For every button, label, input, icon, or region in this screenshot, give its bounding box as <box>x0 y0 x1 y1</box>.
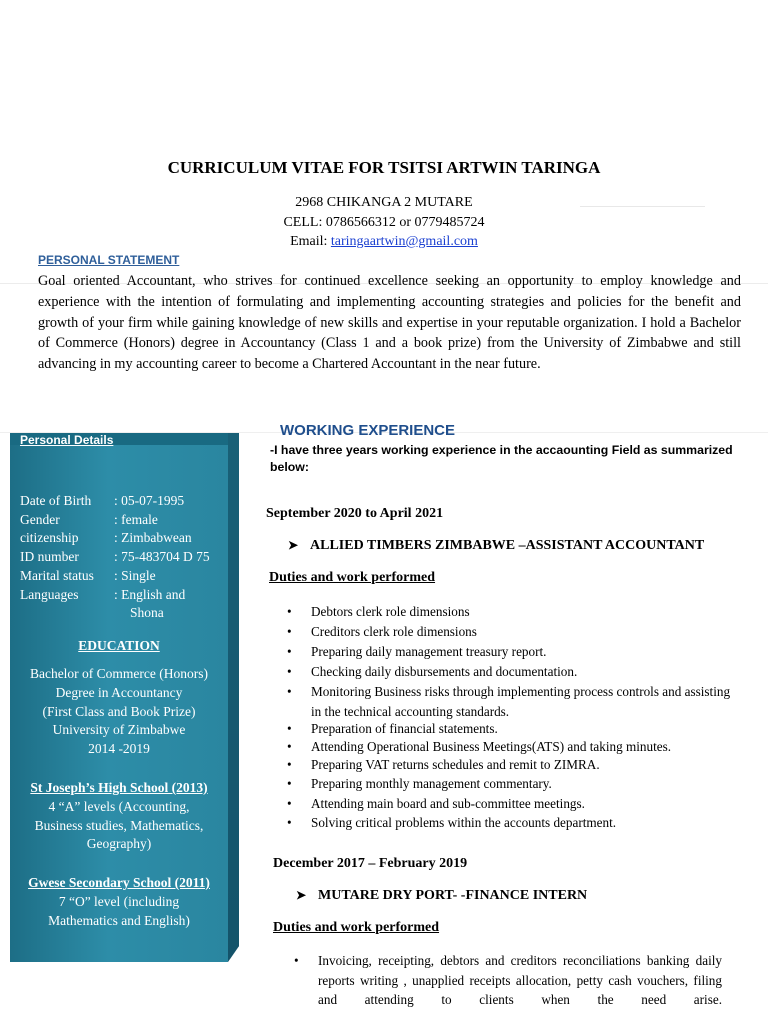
secondary-school-line: Mathematics and English) <box>48 912 190 928</box>
detail-label: Date of Birth <box>20 493 92 508</box>
arrow-bullet-icon: ➤ <box>296 888 307 902</box>
arrow-bullet-icon: ➤ <box>288 538 299 552</box>
list-item: • Creditors clerk role dimensions <box>311 622 731 642</box>
degree-line: Bachelor of Commerce (Honors) <box>29 666 209 681</box>
working-experience-intro: -I have three years working experience in the accaounting Field as summarized below: <box>270 443 733 474</box>
degree-line: Degree in Accountancy <box>55 684 183 700</box>
address: 2968 CHIKANGA 2 MUTARE <box>295 195 473 210</box>
divider <box>580 206 705 207</box>
duties-heading: Duties and work performed <box>273 920 440 935</box>
list-item: • Monitoring Business risks through implementing process controls and assisting in the technical accounting standards. <box>311 682 731 721</box>
detail-row <box>20 511 225 530</box>
detail-value: : female <box>114 511 158 527</box>
duties-list <box>318 951 722 1010</box>
detail-label: Gender <box>20 511 60 527</box>
detail-label: Marital status <box>20 567 94 583</box>
detail-row <box>20 548 225 567</box>
high-school-line: 4 “A” levels (Accounting, <box>48 798 190 814</box>
detail-label: ID number <box>20 549 79 565</box>
email-label: Email: <box>290 234 331 249</box>
working-experience-heading: WORKING EXPERIENCE <box>280 422 456 439</box>
detail-row <box>20 492 225 511</box>
list-item: • Invoicing, receipting, debtors and creditors reconciliations banking daily reports writing , unapplied receipts allocation, petty cash vouchers, filing and attending to clients when the need arise. <box>318 951 722 1010</box>
duties-heading: Duties and work performed <box>269 570 436 585</box>
cell-numbers: CELL: 0786566312 or 0779485724 <box>283 215 485 230</box>
job-title <box>296 888 587 904</box>
secondary-school-name: Gwese Secondary School (2011) <box>28 875 210 890</box>
list-item: • Preparation of financial statements. <box>311 721 731 738</box>
detail-value: : 75-483704 D 75 <box>114 549 210 565</box>
list-item: • Solving critical problems within the accounts department. <box>311 813 731 833</box>
personal-details-heading: Personal Details <box>20 433 114 447</box>
panel-side-bevel <box>228 433 239 962</box>
high-school-line: Business studies, Mathematics, <box>34 817 204 833</box>
detail-value: : 05-07-1995 <box>114 493 185 508</box>
high-school-block <box>10 779 228 854</box>
list-item: • Preparing daily management treasury report. <box>311 642 731 662</box>
degree-block <box>10 665 228 759</box>
high-school-name: St Joseph’s High School (2013) <box>30 780 208 795</box>
job-title-text: ALLIED TIMBERS ZIMBABWE –ASSISTANT ACCOUNTANT <box>310 538 705 553</box>
personal-statement-heading: PERSONAL STATEMENT <box>38 253 180 267</box>
detail-label: Languages <box>20 586 79 602</box>
degree-line: 2014 -2019 <box>88 741 150 757</box>
detail-value: Shona <box>130 605 164 621</box>
detail-value: : Zimbabwean <box>114 530 192 546</box>
list-item: • Checking daily disbursements and documentation. <box>311 662 731 682</box>
education-heading: EDUCATION <box>78 638 160 653</box>
degree-line: (First Class and Book Prize) <box>42 703 196 719</box>
detail-value: : English and <box>114 586 186 602</box>
job-title <box>288 538 704 554</box>
detail-row <box>20 604 225 623</box>
list-item: • Debtors clerk role dimensions <box>311 602 731 622</box>
detail-row <box>20 529 225 548</box>
secondary-school-line: 7 “O” level (including <box>58 893 180 909</box>
degree-line: University of Zimbabwe <box>52 722 186 738</box>
detail-label: citizenship <box>20 530 79 546</box>
detail-value: : Single <box>114 567 156 583</box>
email-link[interactable]: taringaartwin@gmail.com <box>330 234 478 249</box>
education-section <box>10 637 228 656</box>
job-period: December 2017 – February 2019 <box>273 856 468 871</box>
personal-details-list <box>20 492 225 623</box>
detail-label <box>20 604 130 623</box>
list-item: • Attending main board and sub-committee meetings. <box>311 794 731 814</box>
detail-row <box>20 567 225 586</box>
email-line <box>0 232 768 251</box>
cv-title: CURRICULUM VITAE FOR TSITSI ARTWIN TARINGA <box>167 158 601 177</box>
job-period: September 2020 to April 2021 <box>266 506 444 521</box>
personal-statement-body: Goal oriented Accountant, who strives for continued excellence seeking an opportunity to employ knowledge and experience with the intention of formulating and implementing accounting strategies and policies for the benefit and growth of your firm while gaining knowledge of new skills and expertise in your reputable organization. I hold a Bachelor of Commerce (Honors) degree in Accountancy (Class 1 and a book prize) from the University of Zimbabwe and still advancing in my accounting career to become a Chartered Accountant in the near future. <box>38 273 741 373</box>
list-item: • Attending Operational Business Meetings(ATS) and taking minutes. <box>311 738 731 756</box>
list-item: • Preparing VAT returns schedules and remit to ZIMRA. <box>311 755 731 774</box>
secondary-school-block <box>10 874 228 930</box>
detail-row <box>20 586 225 605</box>
duties-list <box>311 602 731 833</box>
high-school-line: Geography) <box>86 836 152 852</box>
list-item: • Preparing monthly management commentary. <box>311 774 731 794</box>
job-title-text: MUTARE DRY PORT- -FINANCE INTERN <box>318 888 588 903</box>
